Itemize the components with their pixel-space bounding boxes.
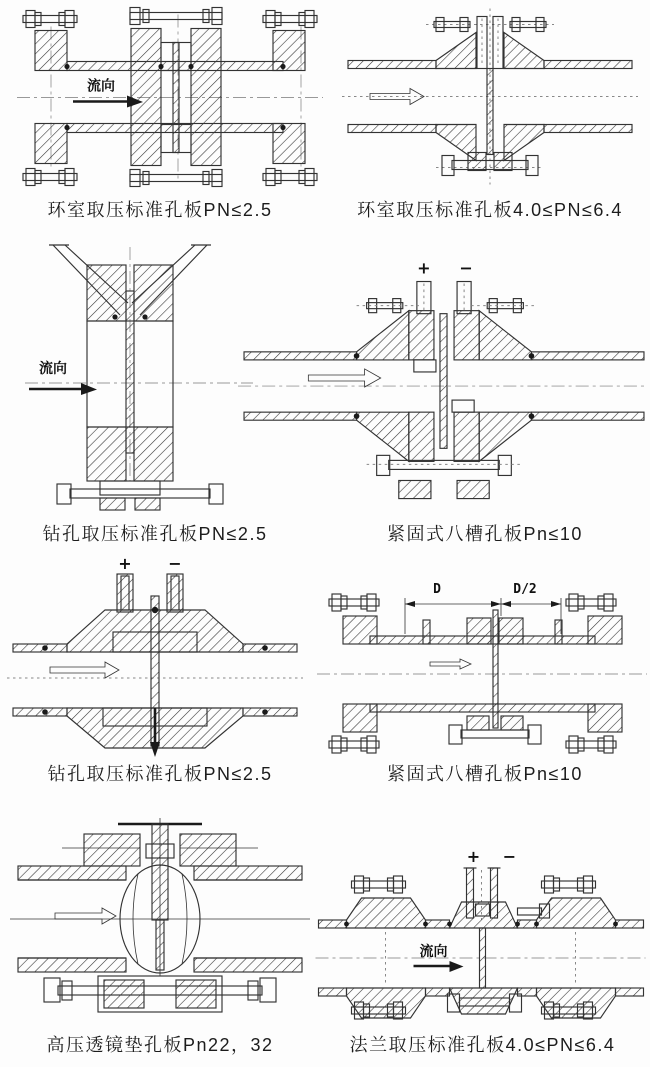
orifice-assembly-drawing [5,558,305,758]
panel-clamp-8groove-pn10-a [238,255,650,507]
flow-arrow-icon [50,662,119,678]
minus-tap-label: − [168,558,182,573]
dim-d-label: D [433,582,441,597]
flow-direction-label: 流向 [39,361,67,377]
orifice-assembly-drawing [238,255,650,507]
plus-tap-label: + [417,258,431,278]
panel-caption: 紧固式八槽孔板Pn≤10 [387,764,583,784]
panel-caption: 法兰取压标准孔板4.0≤PN≤6.4 [349,1035,616,1055]
panel-drilled-tap-pn25-a [25,242,255,514]
orifice-assembly-drawing [315,578,650,758]
panel-caption: 环室取压标准孔板PN≤2.5 [47,200,273,220]
flow-arrow-icon [55,908,116,924]
panel-caption: 环室取压标准孔板4.0≤PN≤6.4 [357,200,623,220]
plus-tap-label: + [466,847,481,866]
panel-caption: 高压透镜垫孔板Pn22，32 [46,1035,274,1055]
panel-caption: 紧固式八槽孔板Pn≤10 [387,524,583,544]
panel-ring-chamber-pn25 [15,4,325,190]
plus-tap-label: + [118,558,132,573]
orifice-assembly-drawing [25,242,255,514]
flow-arrow-icon [430,659,471,669]
panel-ring-chamber-pn64 [340,4,640,190]
flow-direction-label: 流向 [87,78,115,95]
flow-direction-label: 流向 [419,944,448,960]
orifice-assembly-drawing [10,818,310,1028]
dim-d-half-label: D/2 [513,582,537,597]
minus-tap-label: − [459,258,473,278]
flow-arrow-icon [414,943,464,972]
orifice-assembly-drawing [312,840,650,1030]
panel-drilled-tap-pn25-b [5,558,305,758]
orifice-assembly-drawing [15,4,325,190]
orifice-assembly-drawing [340,4,640,190]
panel-caption: 钻孔取压标准孔板PN≤2.5 [42,524,268,544]
panel-caption: 钻孔取压标准孔板PN≤2.5 [47,764,273,784]
flow-arrow-icon [308,369,380,387]
panel-clamp-8groove-pn10-b [315,578,650,758]
panel-lens-gasket-pn2232 [10,818,310,1028]
panel-flange-tap-pn64 [312,840,650,1030]
minus-tap-label: − [502,847,517,866]
